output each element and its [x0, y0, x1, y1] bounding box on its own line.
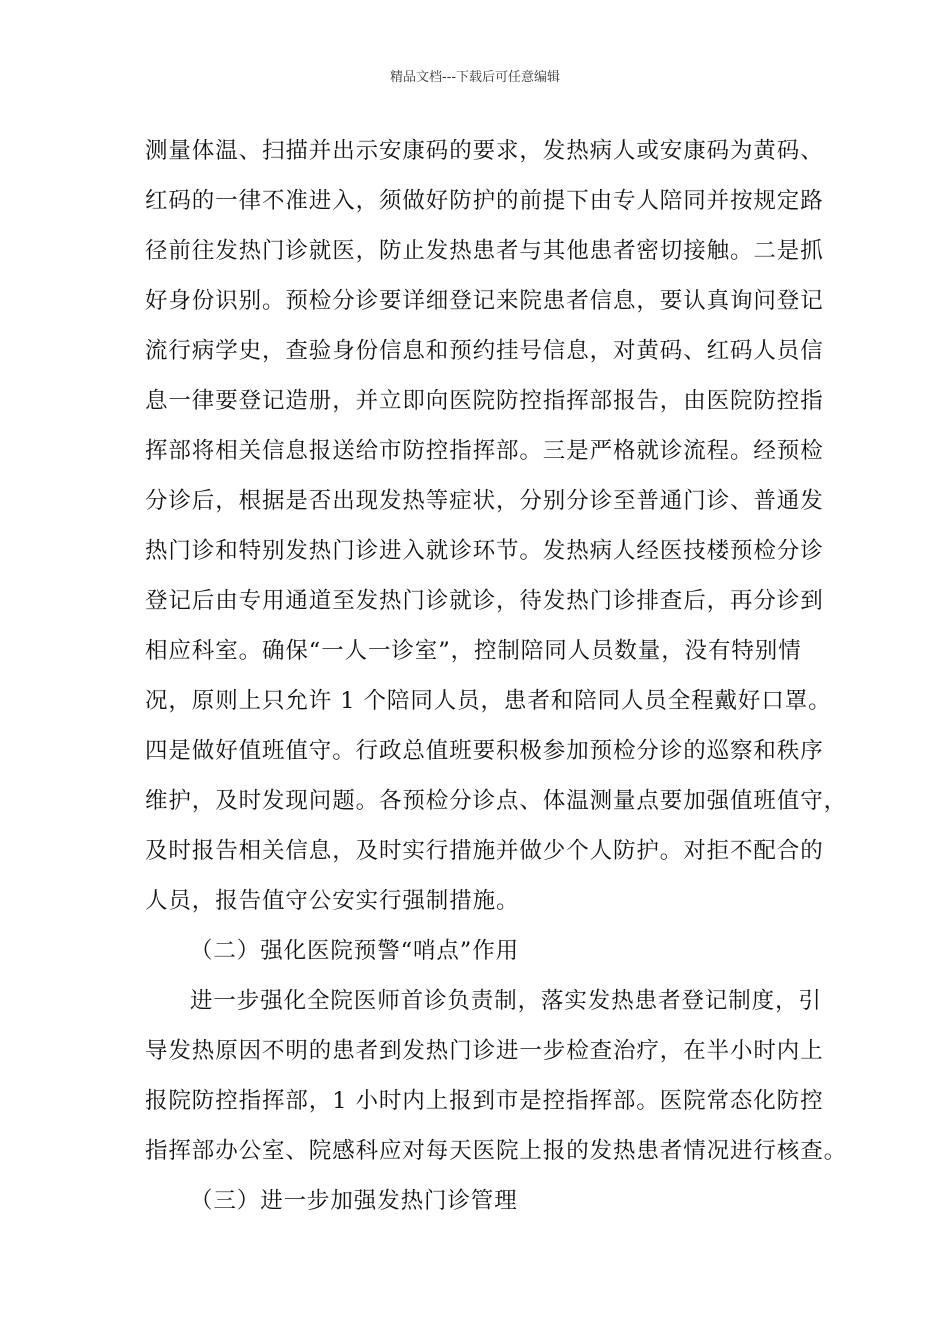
text-line: 热门诊和特别发热门诊进入就诊环节。发热病人经医技楼预检分诊 — [145, 538, 824, 564]
text-line: 登记后由专用通道至发热门诊就诊，待发热门诊排查后，再分诊到 — [145, 588, 824, 614]
text-line: 流行病学史，查验身份信息和预约挂号信息，对黄码、红码人员信 — [145, 338, 824, 364]
text-line: 好身份识别。预检分诊要详细登记来院患者信息，要认真询问登记 — [145, 288, 824, 314]
document-body — [145, 126, 848, 1226]
text-line: 人员，报告值守公安实行强制措施。 — [145, 888, 520, 914]
section-heading: （二）强化医院预警“哨点”作用 — [190, 938, 520, 964]
text-line: 维护，及时发现问题。各预检分诊点、体温测量点要加强值班值守， — [145, 788, 848, 814]
section-heading: （三）进一步加强发热门诊管理 — [190, 1188, 518, 1214]
text-line: 及时报告相关信息，及时实行措施并做少个人防护。对拒不配合的 — [145, 838, 824, 864]
text-line: 挥部将相关信息报送给市防控指挥部。三是严格就诊流程。经预检 — [145, 438, 824, 464]
page-header: 精品文档---下载后可任意编辑 — [389, 70, 561, 85]
text-line: 四是做好值班值守。行政总值班要积极参加预检分诊的巡察和秩序 — [145, 738, 824, 764]
text-line: 相应科室。确保“一人一诊室”，控制陪同人员数量，没有特别情 — [145, 638, 802, 664]
text-line: 径前往发热门诊就医，防止发热患者与其他患者密切接触。二是抓 — [145, 238, 824, 264]
text-line: 报院防控指挥部，1 小时内上报到市是控指挥部。医院常态化防控 — [145, 1088, 824, 1114]
text-line: 指挥部办公室、院感科应对每天医院上报的发热患者情况进行核查。 — [145, 1138, 848, 1164]
text-line: 红码的一律不准进入，须做好防护的前提下由专人陪同并按规定路 — [145, 188, 824, 214]
text-line: 进一步强化全院医师首诊负责制，落实发热患者登记制度，引 — [190, 988, 822, 1014]
text-line: 测量体温、扫描并出示安康码的要求，发热病人或安康码为黄码、 — [145, 138, 824, 164]
text-line: 分诊后，根据是否出现发热等症状，分别分诊至普通门诊、普通发 — [145, 488, 824, 514]
text-line: 况，原则上只允许 1 个陪同人员，患者和陪同人员全程戴好口罩。 — [145, 688, 832, 714]
text-line: 息一律要登记造册，并立即向医院防控指挥部报告，由医院防控指 — [145, 388, 824, 414]
text-line: 导发热原因不明的患者到发热门诊进一步检查治疗，在半小时内上 — [145, 1038, 824, 1064]
